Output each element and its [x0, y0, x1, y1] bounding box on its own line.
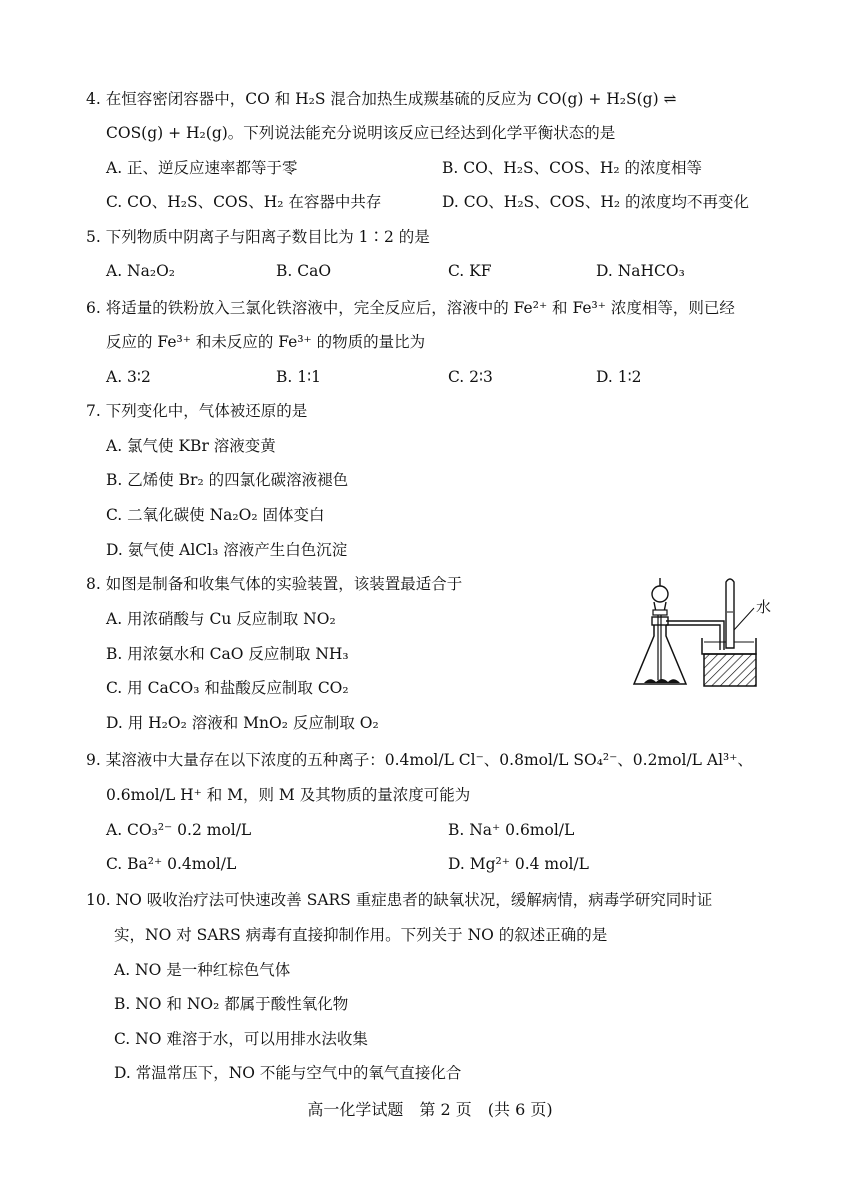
q8-option-a: A. 用浓硝酸与 Cu 反应制取 NO₂: [106, 610, 336, 628]
q10-option-b: B. NO 和 NO₂ 都属于酸性氧化物: [114, 995, 349, 1013]
q5-option-a: A. Na₂O₂: [106, 262, 175, 280]
q6-stem-line1: 6. 将适量的铁粉放入三氯化铁溶液中，完全反应后，溶液中的 Fe²⁺ 和 Fe³⁺ 浓度相等，则已经: [86, 299, 735, 317]
q10-stem-line2: 实，NO 对 SARS 病毒有直接抑制作用。下列关于 NO 的叙述正确的是: [114, 926, 608, 944]
q4-option-c: C. CO、H₂S、COS、H₂ 在容器中共存: [106, 193, 382, 211]
q10-option-d: D. 常温常压下，NO 不能与空气中的氧气直接化合: [114, 1064, 462, 1082]
figure-label-water: 水: [756, 598, 772, 616]
q7-stem: 7. 下列变化中，气体被还原的是: [86, 402, 308, 420]
q7-option-b: B. 乙烯使 Br₂ 的四氯化碳溶液褪色: [106, 471, 349, 489]
q4-option-a: A. 正、逆反应速率都等于零: [106, 159, 298, 177]
q5-option-d: D. NaHCO₃: [596, 262, 685, 280]
q8-option-d: D. 用 H₂O₂ 溶液和 MnO₂ 反应制取 O₂: [106, 714, 379, 732]
q10-stem-line1: 10. NO 吸收治疗法可快速改善 SARS 重症患者的缺氧状况，缓解病情，病毒学研究同时证: [86, 891, 713, 909]
q10-option-a: A. NO 是一种红棕色气体: [114, 961, 291, 979]
q9-option-b: B. Na⁺ 0.6mol/L: [448, 821, 575, 839]
q4-stem-line2: COS(g) + H₂(g)。下列说法能充分说明该反应已经达到化学平衡状态的是: [106, 124, 616, 142]
q8-stem: 8. 如图是制备和收集气体的实验装置，该装置最适合于: [86, 575, 463, 593]
q6-option-b: B. 1∶1: [276, 368, 322, 386]
q4-option-b: B. CO、H₂S、COS、H₂ 的浓度相等: [442, 159, 703, 177]
q9-option-c: C. Ba²⁺ 0.4mol/L: [106, 855, 237, 873]
q6-option-c: C. 2∶3: [448, 368, 493, 386]
q4-stem-line1: 4. 在恒容密闭容器中，CO 和 H₂S 混合加热生成羰基硫的反应为 CO(g) + H₂S(g) ⇌: [86, 90, 677, 108]
page-footer: 高一化学试题 第 2 页 (共 6 页): [307, 1100, 553, 1119]
q6-option-a: A. 3∶2: [106, 368, 151, 386]
q5-option-c: C. KF: [448, 262, 492, 280]
q8-option-b: B. 用浓氨水和 CaO 反应制取 NH₃: [106, 645, 349, 663]
q7-option-c: C. 二氧化碳使 Na₂O₂ 固体变白: [106, 506, 325, 524]
q5-stem: 5. 下列物质中阴离子与阳离子数目比为 1∶2 的是: [86, 228, 430, 246]
q7-option-a: A. 氯气使 KBr 溶液变黄: [106, 437, 276, 455]
apparatus-figure: [630, 572, 780, 690]
q9-option-d: D. Mg²⁺ 0.4 mol/L: [448, 855, 589, 873]
q10-option-c: C. NO 难溶于水，可以用排水法收集: [114, 1030, 368, 1048]
q6-stem-line2: 反应的 Fe³⁺ 和未反应的 Fe³⁺ 的物质的量比为: [106, 333, 426, 351]
q6-option-d: D. 1∶2: [596, 368, 642, 386]
q4-option-d: D. CO、H₂S、COS、H₂ 的浓度均不再变化: [442, 193, 749, 211]
q5-option-b: B. CaO: [276, 262, 332, 280]
q9-stem-line1: 9. 某溶液中大量存在以下浓度的五种离子：0.4mol/L Cl⁻、0.8mol/L SO₄²⁻、0.2mol/L Al³⁺、: [86, 751, 753, 769]
q9-option-a: A. CO₃²⁻ 0.2 mol/L: [106, 821, 252, 839]
q7-option-d: D. 氨气使 AlCl₃ 溶液产生白色沉淀: [106, 541, 348, 559]
q8-option-c: C. 用 CaCO₃ 和盐酸反应制取 CO₂: [106, 679, 349, 697]
q9-stem-line2: 0.6mol/L H⁺ 和 M，则 M 及其物质的量浓度可能为: [106, 786, 471, 804]
